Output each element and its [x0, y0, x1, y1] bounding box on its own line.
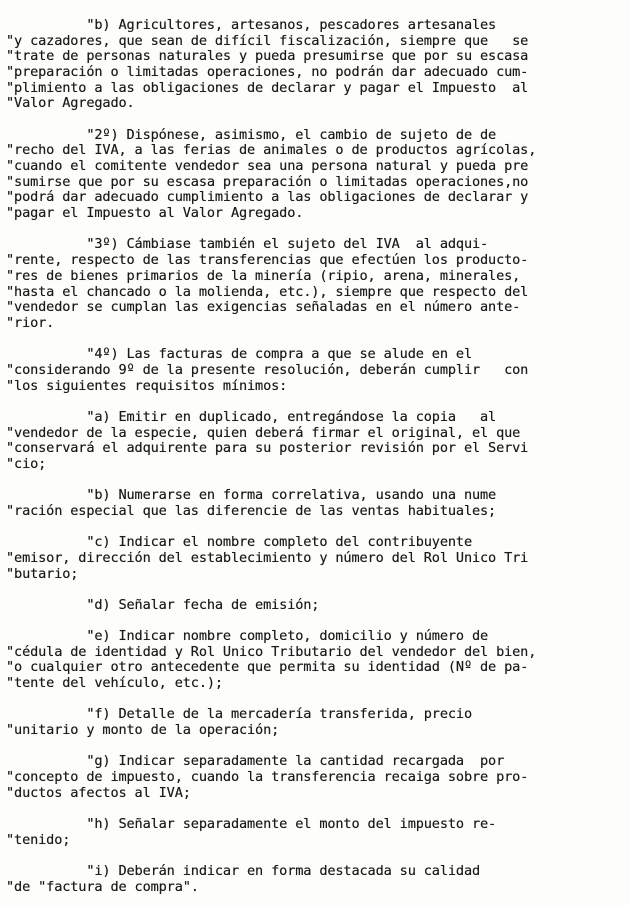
paragraph-f-detalle	[6, 707, 618, 738]
text-line: "res de bienes primarios de la minería (ripio, arena, minerales,	[6, 267, 521, 284]
text-line: "cuando el comitente vendedor sea una persona natural y pueda pre	[6, 158, 529, 175]
text-line: "podrá dar adecuado cumplimiento a las obligaciones de declarar y	[6, 189, 529, 206]
paragraph-c-indicar	[6, 535, 618, 582]
text-line: "a) Emitir en duplicado, entregándose la copia al	[6, 408, 497, 425]
paragraph-a-emitir	[6, 410, 618, 473]
text-line: "g) Indicar separadamente la cantidad recargada por	[6, 753, 505, 770]
paragraph-4-facturas	[6, 347, 618, 394]
text-line: "cio;	[6, 455, 47, 472]
text-line: "plimiento a las obligaciones de declarar y pagar el Impuesto al	[6, 79, 529, 96]
text-line: "e) Indicar nombre completo, domicilio y número de	[6, 628, 489, 645]
text-line: "c) Indicar el nombre completo del contribuyente	[6, 534, 472, 551]
text-line: "considerando 9º de la presente resolución, deberán cumplir con	[6, 361, 529, 378]
text-line: "preparación o limitadas operaciones, no podrán dar adecuado cum-	[6, 64, 529, 81]
text-line: "emisor, dirección del establecimiento y número del Rol Unico Tri	[6, 549, 529, 566]
text-line: "sumirse que por su escasa preparación o limitadas operaciones,no	[6, 173, 529, 190]
text-line: "3º) Cámbiase también el sujeto del IVA al adqui-	[6, 236, 489, 253]
text-line: "de "factura de compra".	[6, 878, 199, 895]
paragraph-2-disponese	[6, 128, 618, 222]
paragraph-3-cambiase	[6, 237, 618, 331]
paragraph-b-numerarse	[6, 488, 618, 519]
text-line: "vendedor de la especie, quien deberá firmar el original, el que	[6, 424, 521, 441]
text-line: "i) Deberán indicar en forma destacada su calidad	[6, 863, 481, 879]
text-line: "los siguientes requisitos mínimos:	[6, 377, 288, 394]
paragraph-i-calidad	[6, 864, 618, 895]
text-line: "hasta el chancado o la molienda, etc.), siempre que respecto del	[6, 283, 529, 300]
text-line: "tenido;	[6, 831, 71, 848]
text-line: "ración especial que las diferencie de las ventas habituales;	[6, 502, 497, 519]
text-line: "pagar el Impuesto al Valor Agregado.	[6, 205, 304, 222]
paragraph-e-nombre	[6, 629, 618, 692]
text-line: "d) Señalar fecha de emisión;	[6, 596, 320, 613]
text-line: "trate de personas naturales y pueda presumirse que por su escasa	[6, 48, 529, 65]
text-line: "ductos afectos al IVA;	[6, 784, 191, 801]
text-line: "4º) Las facturas de compra a que se alude en el	[6, 346, 472, 363]
paragraph-h-retenido	[6, 817, 618, 848]
paragraph-g-recargada	[6, 754, 618, 801]
text-line: "f) Detalle de la mercadería transferida, precio	[6, 706, 472, 723]
text-line: "rior.	[6, 314, 55, 331]
text-line: "Valor Agregado.	[6, 95, 135, 112]
text-line: "y cazadores, que sean de difícil fiscalización, siempre que se	[6, 32, 529, 49]
document-body	[6, 18, 618, 911]
text-line: "tente del vehículo, etc.);	[6, 675, 223, 692]
text-line: "unitario y monto de la operación;	[6, 722, 280, 739]
paragraph-b-agricultores	[6, 18, 618, 112]
text-line: "cédula de identidad y Rol Unico Tributario del vendedor del bien,	[6, 643, 537, 660]
paragraph-d-fecha	[6, 598, 618, 614]
text-line: "b) Agricultores, artesanos, pescadores artesanales	[6, 17, 497, 33]
text-line: "o cualquier otro antecedente que permita su identidad (Nº de pa-	[6, 659, 529, 676]
text-line: "conservará el adquirente para su posterior revisión por el Servi	[6, 440, 529, 457]
text-line: "concepto de impuesto, cuando la transferencia recaiga sobre pro-	[6, 769, 529, 786]
text-line: "butario;	[6, 565, 79, 582]
text-line: "vendedor se cumplan las exigencias señaladas en el número ante-	[6, 299, 521, 316]
text-line: "h) Señalar separadamente el monto del impuesto re-	[6, 816, 497, 833]
text-line: "b) Numerarse en forma correlativa, usando una nume	[6, 487, 497, 504]
text-line: "recho del IVA, a las ferias de animales o de productos agrícolas,	[6, 142, 537, 159]
text-line: "rente, respecto de las transferencias que efectúen los producto-	[6, 252, 529, 269]
text-line: "2º) Dispónese, asimismo, el cambio de sujeto de de	[6, 126, 497, 143]
